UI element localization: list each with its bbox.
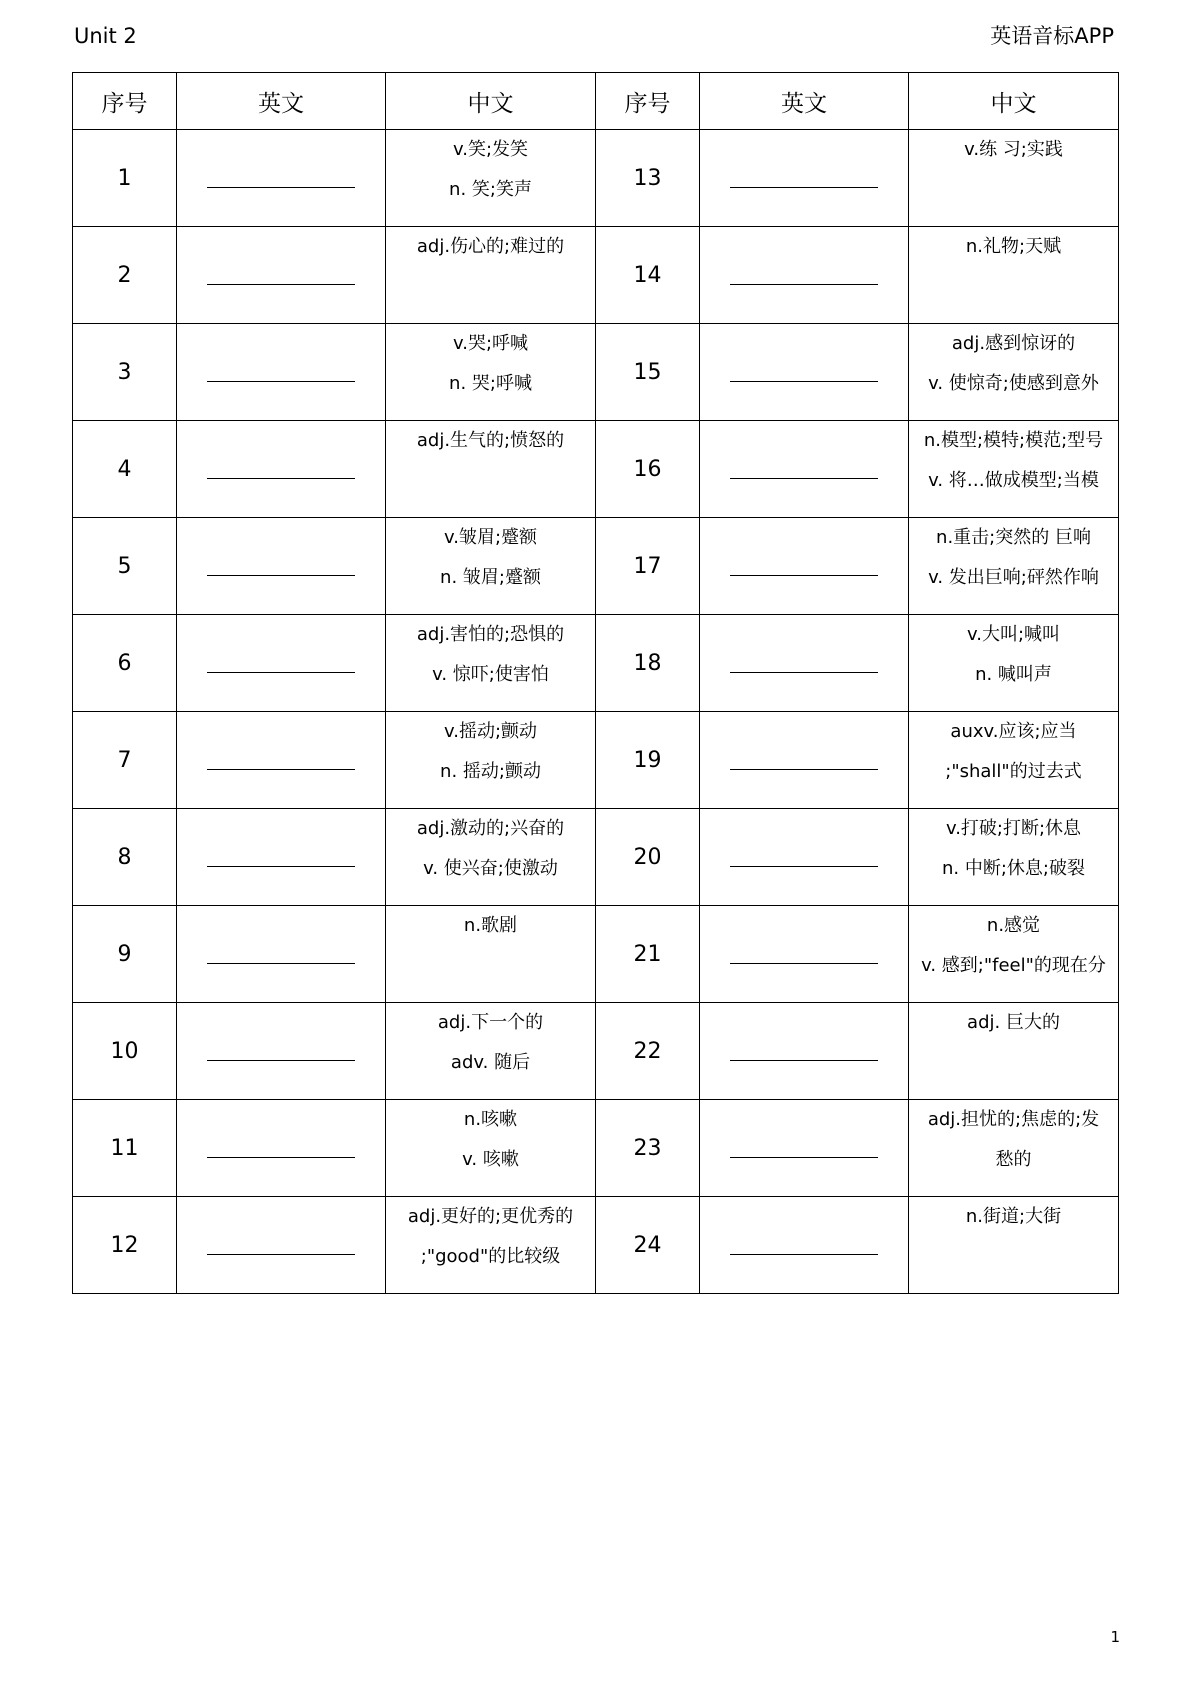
- english-answer-cell[interactable]: [700, 518, 909, 615]
- chinese-meaning-line: v.皱眉;蹙额: [443, 527, 538, 548]
- chinese-meaning-line: adj.更好的;更优秀的: [407, 1206, 574, 1227]
- chinese-meaning-line: n.礼物;天赋: [965, 236, 1062, 257]
- chinese-meaning-line: v. 咳嗽: [462, 1149, 519, 1170]
- chinese-meaning-line: n.模型;模特;模范;型号: [923, 430, 1104, 451]
- answer-blank-line[interactable]: [207, 963, 355, 964]
- chinese-meaning-line: n. 喊叫声: [975, 664, 1052, 685]
- table-body: [73, 130, 1119, 1294]
- chinese-meaning-line: n. 哭;呼喊: [449, 373, 532, 394]
- chinese-meaning-line: n.感觉: [986, 915, 1041, 936]
- chinese-meaning-line: v.练 习;实践: [964, 139, 1063, 160]
- table-row: [73, 615, 1119, 712]
- table-row: [73, 421, 1119, 518]
- table-row: [73, 130, 1119, 227]
- answer-blank-line[interactable]: [730, 381, 878, 382]
- chinese-meaning-line: v.笑;发笑: [452, 139, 529, 160]
- chinese-meaning-cell: [386, 130, 596, 227]
- chinese-meaning-line: v. 发出巨响;砰然作响: [928, 567, 1099, 588]
- table-row: [73, 324, 1119, 421]
- chinese-meaning-cell: [386, 906, 596, 1003]
- chinese-meaning-cell: [909, 421, 1119, 518]
- english-answer-cell[interactable]: [700, 615, 909, 712]
- answer-blank-line[interactable]: [730, 866, 878, 867]
- english-answer-cell[interactable]: [177, 518, 386, 615]
- chinese-meaning-cell: [909, 518, 1119, 615]
- chinese-meaning-line: ;"shall"的过去式: [945, 761, 1082, 782]
- chinese-meaning-cell: [909, 227, 1119, 324]
- item-number: 17: [596, 518, 700, 615]
- chinese-meaning-line: adj. 巨大的: [967, 1012, 1060, 1033]
- chinese-meaning-line: adj.感到惊讶的: [951, 333, 1076, 354]
- chinese-meaning-line: adj.激动的;兴奋的: [416, 818, 565, 839]
- answer-blank-line[interactable]: [207, 769, 355, 770]
- column-header-english: 英文: [177, 73, 386, 130]
- english-answer-cell[interactable]: [177, 1003, 386, 1100]
- answer-blank-line[interactable]: [730, 187, 878, 188]
- chinese-meaning-line: adj.伤心的;难过的: [416, 236, 565, 257]
- chinese-meaning-cell: [386, 615, 596, 712]
- vocabulary-table: [72, 72, 1119, 1294]
- chinese-meaning-line: n. 皱眉;蹙额: [440, 567, 541, 588]
- item-number: 19: [596, 712, 700, 809]
- chinese-meaning-line: v. 感到;"feel"的现在分: [921, 955, 1106, 976]
- chinese-meaning-cell: [909, 712, 1119, 809]
- english-answer-cell[interactable]: [177, 227, 386, 324]
- column-header-number: 序号: [73, 73, 177, 130]
- chinese-meaning-cell: [386, 324, 596, 421]
- item-number: 9: [73, 906, 177, 1003]
- chinese-meaning-line: n.歌剧: [463, 915, 518, 936]
- page-number: 1: [1110, 1628, 1120, 1646]
- answer-blank-line[interactable]: [207, 1060, 355, 1061]
- table-row: [73, 1003, 1119, 1100]
- english-answer-cell[interactable]: [700, 1100, 909, 1197]
- english-answer-cell[interactable]: [177, 324, 386, 421]
- item-number: 24: [596, 1197, 700, 1294]
- answer-blank-line[interactable]: [207, 866, 355, 867]
- chinese-meaning-cell: [386, 712, 596, 809]
- unit-title: Unit 2: [74, 24, 137, 48]
- item-number: 10: [73, 1003, 177, 1100]
- chinese-meaning-line: n. 笑;笑声: [449, 179, 532, 200]
- chinese-meaning-cell: [909, 809, 1119, 906]
- chinese-meaning-cell: [909, 1197, 1119, 1294]
- chinese-meaning-cell: [386, 1003, 596, 1100]
- answer-blank-line[interactable]: [730, 769, 878, 770]
- table-row: [73, 518, 1119, 615]
- chinese-meaning-cell: [909, 1100, 1119, 1197]
- item-number: 6: [73, 615, 177, 712]
- item-number: 11: [73, 1100, 177, 1197]
- item-number: 12: [73, 1197, 177, 1294]
- column-header-chinese: 中文: [909, 73, 1119, 130]
- answer-blank-line[interactable]: [207, 284, 355, 285]
- chinese-meaning-line: n. 中断;休息;破裂: [942, 858, 1085, 879]
- english-answer-cell[interactable]: [177, 809, 386, 906]
- item-number: 13: [596, 130, 700, 227]
- column-header-english: 英文: [700, 73, 909, 130]
- item-number: 21: [596, 906, 700, 1003]
- chinese-meaning-line: n.街道;大街: [965, 1206, 1062, 1227]
- column-header-number: 序号: [596, 73, 700, 130]
- chinese-meaning-line: v.大叫;喊叫: [966, 624, 1061, 645]
- chinese-meaning-line: v. 使惊奇;使感到意外: [928, 373, 1099, 394]
- english-answer-cell[interactable]: [177, 906, 386, 1003]
- chinese-meaning-line: v. 使兴奋;使激动: [423, 858, 558, 879]
- answer-blank-line[interactable]: [730, 478, 878, 479]
- item-number: 2: [73, 227, 177, 324]
- english-answer-cell[interactable]: [177, 130, 386, 227]
- item-number: 5: [73, 518, 177, 615]
- chinese-meaning-line: v.摇动;颤动: [443, 721, 538, 742]
- chinese-meaning-line: 愁的: [995, 1149, 1032, 1170]
- chinese-meaning-line: v. 惊吓;使害怕: [432, 664, 549, 685]
- chinese-meaning-cell: [386, 227, 596, 324]
- english-answer-cell[interactable]: [700, 1197, 909, 1294]
- table-row: [73, 1100, 1119, 1197]
- chinese-meaning-cell: [909, 324, 1119, 421]
- chinese-meaning-cell: [386, 809, 596, 906]
- english-answer-cell[interactable]: [700, 130, 909, 227]
- answer-blank-line[interactable]: [730, 1157, 878, 1158]
- table-row: [73, 1197, 1119, 1294]
- answer-blank-line[interactable]: [730, 1060, 878, 1061]
- table-row: [73, 227, 1119, 324]
- item-number: 16: [596, 421, 700, 518]
- chinese-meaning-line: ;"good"的比较级: [420, 1246, 561, 1267]
- english-answer-cell[interactable]: [700, 906, 909, 1003]
- item-number: 18: [596, 615, 700, 712]
- english-answer-cell[interactable]: [700, 421, 909, 518]
- english-answer-cell[interactable]: [177, 1197, 386, 1294]
- answer-blank-line[interactable]: [730, 963, 878, 964]
- answer-blank-line[interactable]: [207, 381, 355, 382]
- item-number: 23: [596, 1100, 700, 1197]
- chinese-meaning-cell: [909, 906, 1119, 1003]
- english-answer-cell[interactable]: [177, 421, 386, 518]
- chinese-meaning-cell: [386, 421, 596, 518]
- item-number: 4: [73, 421, 177, 518]
- table-row: [73, 906, 1119, 1003]
- answer-blank-line[interactable]: [207, 1254, 355, 1255]
- chinese-meaning-cell: [386, 1197, 596, 1294]
- chinese-meaning-line: adj.生气的;愤怒的: [416, 430, 565, 451]
- item-number: 22: [596, 1003, 700, 1100]
- table-header-row: [73, 73, 1119, 130]
- item-number: 8: [73, 809, 177, 906]
- chinese-meaning-line: auxv.应该;应当: [950, 721, 1077, 742]
- english-answer-cell[interactable]: [177, 615, 386, 712]
- answer-blank-line[interactable]: [207, 672, 355, 673]
- item-number: 20: [596, 809, 700, 906]
- chinese-meaning-line: adj.担忧的;焦虑的;发: [927, 1109, 1100, 1130]
- answer-blank-line[interactable]: [730, 1254, 878, 1255]
- chinese-meaning-cell: [386, 1100, 596, 1197]
- item-number: 14: [596, 227, 700, 324]
- chinese-meaning-cell: [386, 518, 596, 615]
- answer-blank-line[interactable]: [730, 284, 878, 285]
- english-answer-cell[interactable]: [700, 227, 909, 324]
- answer-blank-line[interactable]: [207, 1157, 355, 1158]
- chinese-meaning-line: n. 摇动;颤动: [440, 761, 541, 782]
- item-number: 7: [73, 712, 177, 809]
- english-answer-cell[interactable]: [700, 1003, 909, 1100]
- column-header-chinese: 中文: [386, 73, 596, 130]
- chinese-meaning-line: adj.下一个的: [437, 1012, 544, 1033]
- english-answer-cell[interactable]: [700, 324, 909, 421]
- english-answer-cell[interactable]: [700, 712, 909, 809]
- chinese-meaning-line: n.重击;突然的 巨响: [936, 527, 1091, 548]
- answer-blank-line[interactable]: [207, 575, 355, 576]
- table-row: [73, 712, 1119, 809]
- english-answer-cell[interactable]: [177, 712, 386, 809]
- answer-blank-line[interactable]: [207, 478, 355, 479]
- answer-blank-line[interactable]: [730, 672, 878, 673]
- answer-blank-line[interactable]: [730, 575, 878, 576]
- answer-blank-line[interactable]: [207, 187, 355, 188]
- chinese-meaning-cell: [909, 1003, 1119, 1100]
- item-number: 1: [73, 130, 177, 227]
- item-number: 3: [73, 324, 177, 421]
- chinese-meaning-line: n.咳嗽: [463, 1109, 518, 1130]
- chinese-meaning-line: v.哭;呼喊: [452, 333, 529, 354]
- english-answer-cell[interactable]: [177, 1100, 386, 1197]
- table-row: [73, 809, 1119, 906]
- item-number: 15: [596, 324, 700, 421]
- app-name: 英语音标APP: [990, 24, 1114, 48]
- chinese-meaning-line: v.打破;打断;休息: [945, 818, 1082, 839]
- chinese-meaning-cell: [909, 130, 1119, 227]
- chinese-meaning-line: adj.害怕的;恐惧的: [416, 624, 565, 645]
- chinese-meaning-line: v. 将…做成模型;当模: [928, 470, 1099, 491]
- chinese-meaning-line: adv. 随后: [450, 1052, 531, 1073]
- english-answer-cell[interactable]: [700, 809, 909, 906]
- chinese-meaning-cell: [909, 615, 1119, 712]
